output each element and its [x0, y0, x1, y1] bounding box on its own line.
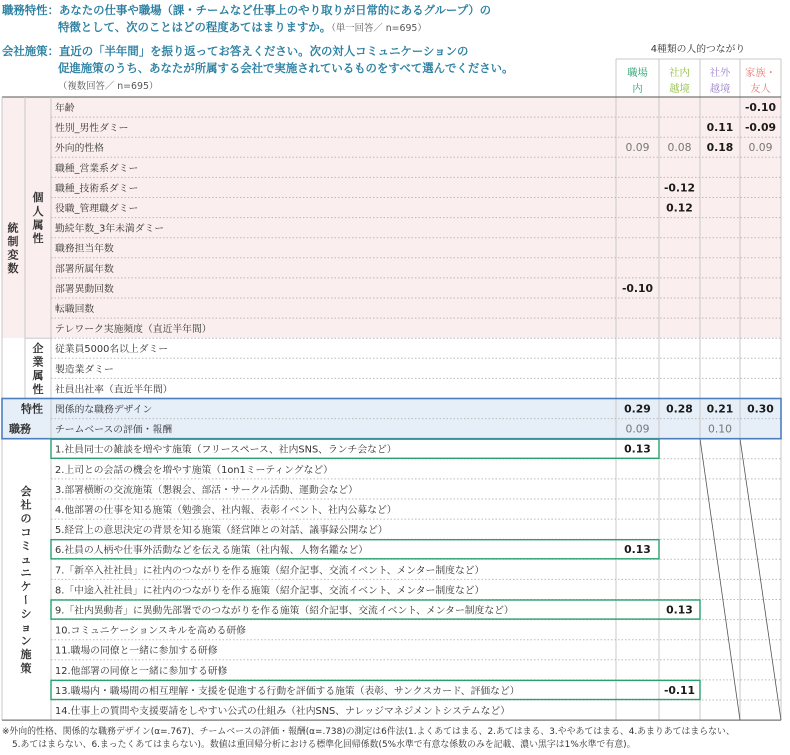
column-header-2: 社内	[669, 67, 690, 79]
row-label: 部署異動回数	[55, 283, 114, 295]
q2-note: （複数回答／ n=695）	[58, 81, 159, 92]
company-attributes-label: 性	[32, 382, 44, 396]
row-label: 9.「社内異動者」に異動先部署でのつながりを作る施策（紹介記事、交流イベント、メンター制度など）	[55, 605, 514, 617]
job-characteristics-label: 特性	[21, 402, 43, 416]
coefficient-value: 0.18	[706, 141, 734, 155]
column-header-4: 友人	[750, 83, 771, 95]
company-measures-label: ニ	[20, 566, 32, 580]
company-measures-label: 施	[20, 648, 32, 662]
row-label: 社員出社率（直近半年間）	[55, 384, 173, 396]
row-label: チームベースの評価・報酬	[55, 424, 173, 436]
row-label: 外向的性格	[55, 143, 104, 155]
company-attributes-label: 業	[32, 355, 44, 369]
coefficient-value: 0.13	[666, 603, 693, 617]
row-label: 関係的な職務デザイン	[55, 404, 153, 416]
coefficient-value: 0.09	[748, 141, 773, 155]
row-label: 14.仕事上の質問や支援要請をしやすい公式の仕組み（社内SNS、ナレッジマネジメントシステムなど）	[55, 706, 511, 717]
coefficient-value: 0.11	[706, 121, 734, 135]
company-measures-label: 会	[20, 485, 32, 498]
coefficient-value: 0.30	[747, 402, 774, 416]
control-variables-label: 数	[7, 262, 19, 276]
control-variables-label: 制	[7, 234, 19, 248]
coefficient-value: 0.28	[666, 402, 693, 416]
coefficient-value: -0.09	[744, 121, 777, 135]
row-label: 部署所属年数	[55, 263, 114, 275]
coefficient-value: 0.13	[624, 442, 651, 456]
coefficient-value: 0.29	[624, 402, 651, 416]
row-label: 従業員5000名以上ダミー	[55, 344, 169, 356]
personal-attributes-label: 個	[32, 191, 44, 205]
row-label: 12.他部署の同僚と一緒に参加する研修	[55, 665, 228, 677]
coefficient-value: -0.10	[744, 101, 777, 114]
row-label: 13.職場内・職場間の相互理解・支援を促進する行動を評価する施策（表彰、サンクスカード、評価など）	[55, 685, 520, 697]
row-label: 職種_営業系ダミー	[55, 163, 139, 175]
row-label: 職務担当年数	[55, 243, 114, 255]
q1-text-line1: あなたの仕事や職場（課・チームなど仕事上のやり取りが日常的にあるグループ）の	[58, 3, 492, 17]
column-header-3: 越境	[709, 83, 731, 95]
column-header-4: 家族・	[745, 67, 776, 79]
q2-label: 会社施策：	[2, 44, 59, 58]
row-label: 1.社員同士の雑談を増やす施策（フリースペース、社内SNS、ランチ会など）	[55, 444, 397, 456]
personal-attributes-label: 人	[32, 204, 44, 218]
q1-note: （単一回答／ n=695）	[331, 23, 427, 34]
company-measures-label: コ	[20, 525, 32, 539]
coefficient-value: -0.11	[663, 683, 696, 697]
super-header: 4種類の人的つながり	[650, 44, 746, 55]
row-label: 10.コミュニケーションスキルを高める研修	[55, 625, 246, 637]
q1-text-line2: 特徴として、次のことはどの程度あてはまりますか。	[58, 20, 332, 34]
row-label: 2.上司との会話の機会を増やす施策（1on1ミーティングなど）	[55, 464, 333, 476]
q2-text-line1: 直近の「半年間」を振り返ってお答えください。次の対人コミュニケーションの	[58, 44, 469, 58]
company-measures-label: ョ	[20, 621, 32, 634]
row-label: 8.「中途入社社員」に社内のつながりを作る施策（紹介記事、交流イベント、メンター制度など）	[55, 585, 485, 597]
row-label: 7.「新卒入社社員」に社内のつながりを作る施策（紹介記事、交流イベント、メンター制度など）	[55, 565, 485, 577]
company-measures-label: ー	[19, 594, 32, 606]
personal-attributes-label: 属	[32, 218, 44, 232]
coefficient-value: 0.12	[666, 201, 693, 215]
row-label: テレワーク実施頻度（直近半年間）	[55, 324, 212, 336]
column-header-1: 内	[632, 83, 643, 95]
company-attributes-label: 企	[32, 341, 44, 355]
coefficient-value: 0.13	[624, 543, 651, 557]
company-measures-label: ュ	[20, 553, 32, 566]
control-variables-label: 統	[7, 221, 19, 235]
row-label: 性別_男性ダミー	[55, 123, 129, 135]
row-label: 4.他部署の仕事を知る施策（勉強会、社内報、表彰イベント、社内公募など）	[55, 505, 397, 516]
column-header-1: 職場	[627, 67, 648, 79]
coefficient-value: 0.10	[707, 422, 733, 436]
footnote	[2, 726, 790, 752]
row-label: 役職_管理職ダミー	[55, 203, 139, 215]
coefficient-value: -0.12	[663, 181, 696, 195]
company-measures-label: 社	[20, 498, 32, 512]
coefficient-value: 0.08	[667, 141, 692, 155]
coefficient-value: 0.21	[706, 402, 734, 416]
company-measures-label: ミ	[20, 539, 32, 553]
row-label: 3.部署横断の交流施策（懇親会、部活・サークル活動、運動会など）	[55, 484, 358, 496]
row-label: 製造業ダミー	[55, 364, 114, 376]
row-label: 転職回数	[55, 304, 95, 315]
company-measures-label: シ	[20, 607, 32, 621]
row-label: 11.職場の同僚と一緒に参加する研修	[55, 645, 218, 657]
job-characteristics-label: 職務	[9, 422, 31, 436]
q1-label: 職務特性：	[2, 3, 59, 17]
row-label: 年齢	[55, 103, 75, 114]
q2-text-line2: 促進施策のうち、あなたが所属する会社で実施されているものをすべて選んでください。	[58, 61, 514, 75]
row-label: 勤続年数_3年未満ダミー	[55, 223, 165, 235]
na-slash	[740, 439, 781, 720]
company-measures-label: ン	[20, 634, 32, 648]
footnote-line2: 5.あてはまらない、6.まったくあてはまらない)。数値は重回帰分析における標準化回帰係数(5%水準で有意な係数のみを記載、濃い黒字は1%水準で有意)。	[12, 740, 636, 750]
footnote-line1: ※外向的性格、関係的な職務デザイン(α=.767)、チームベースの評価・報酬(α=.738)の測定は6件法(1.よくあてはまる、2.あてはまる、3.ややあてはまる、4.あまりあてはまらない、	[2, 727, 735, 737]
column-header-2: 越境	[669, 83, 690, 95]
control-variables-label: 変	[7, 248, 19, 262]
row-label: 6.社員の人柄や仕事外活動などを伝える施策（社内報、人物名鑑など）	[55, 545, 369, 557]
column-header-3: 社外	[709, 67, 731, 79]
coefficient-value: -0.10	[621, 281, 654, 295]
coefficient-value: 0.09	[625, 422, 650, 436]
company-measures-label: ケ	[20, 580, 32, 594]
company-measures-label: 策	[20, 661, 32, 675]
company-measures-label: の	[20, 512, 32, 526]
company-attributes-label: 属	[32, 369, 44, 383]
personal-attributes-label: 性	[32, 232, 44, 245]
row-label: 職種_技術系ダミー	[55, 183, 139, 195]
coefficient-value: 0.09	[625, 141, 650, 155]
row-label: 5.経営上の意思決定の背景を知る施策（経営陣との対話、議事録公開など）	[55, 525, 388, 537]
